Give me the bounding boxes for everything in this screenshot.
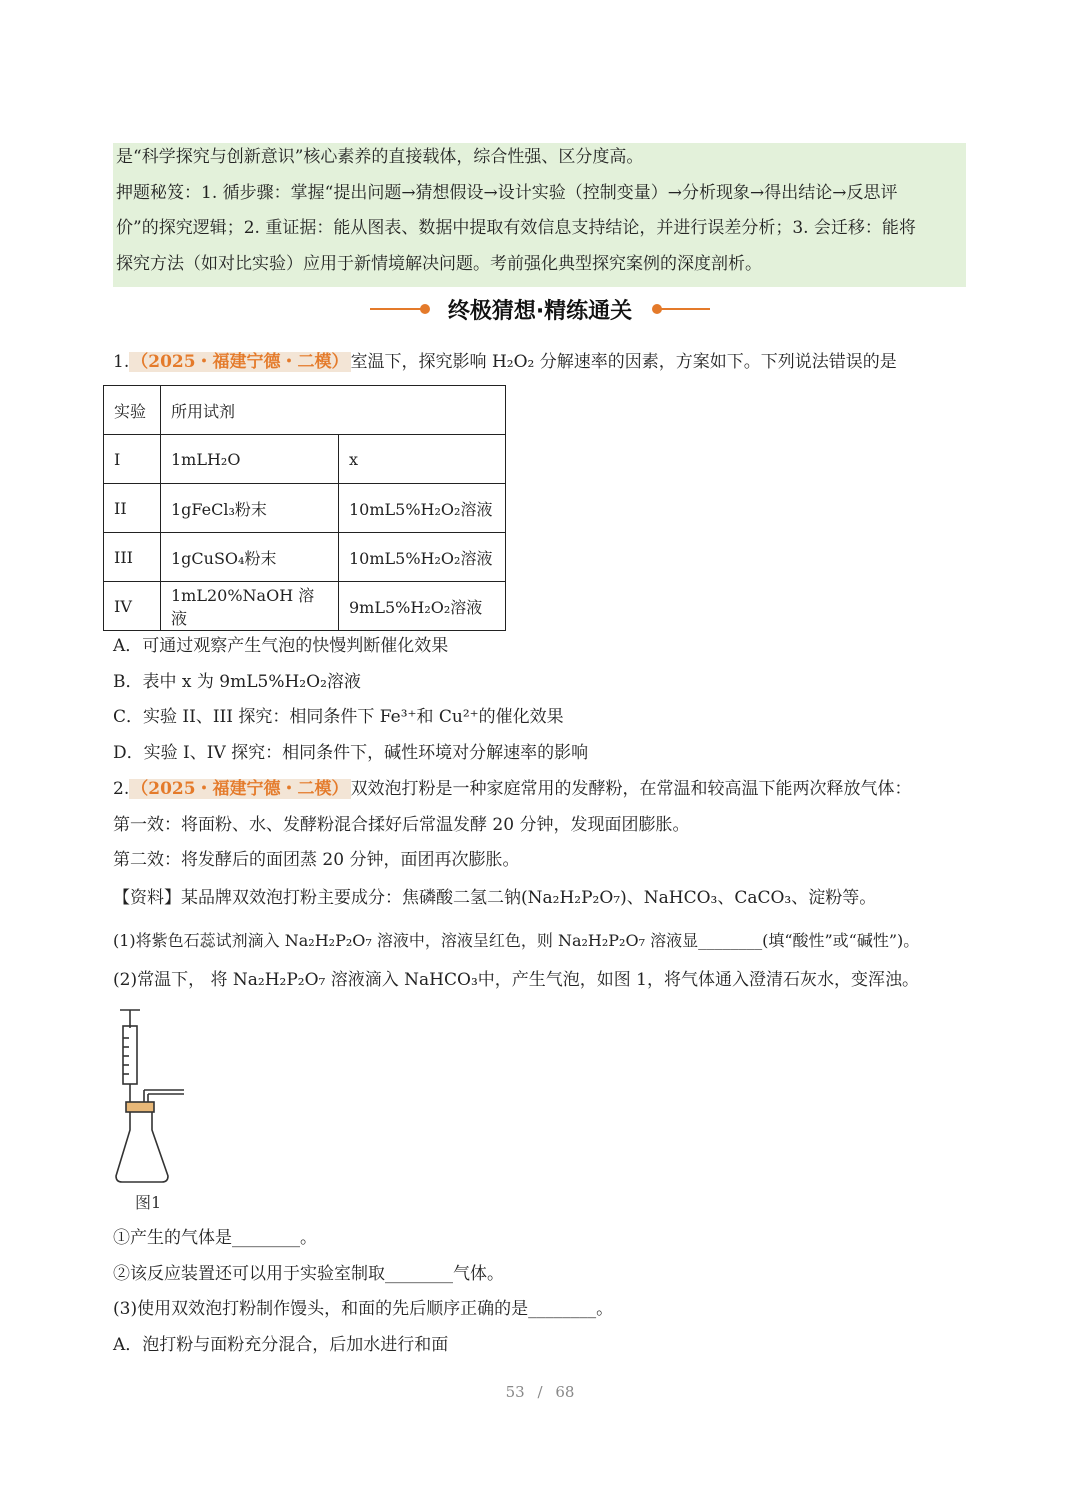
experiment-table xyxy=(103,385,506,631)
current-page: 53 xyxy=(505,1383,525,1401)
intro-line-4: 探究方法（如对比实验）应用于新情境解决问题。考前强化典型探究案例的深度剖析。 xyxy=(116,254,762,274)
q2-stem-line xyxy=(113,777,912,801)
table-cell: 10mL5%H₂O₂溶液 xyxy=(339,484,506,533)
table-cell: 10mL5%H₂O₂溶液 xyxy=(339,533,506,582)
table-row xyxy=(104,582,506,631)
table-cell: III xyxy=(104,533,161,582)
section-heading xyxy=(370,292,710,328)
q2-second-effect: 第二效：将发酵后的面团蒸 20 分钟，面团再次膨胀。 xyxy=(113,850,520,870)
total-pages: 68 xyxy=(555,1383,575,1401)
table-cell: II xyxy=(104,484,161,533)
table-cell: x xyxy=(339,435,506,484)
table-cell: IV xyxy=(104,582,161,631)
table-cell: I xyxy=(104,435,161,484)
page-separator: / xyxy=(537,1383,543,1401)
table-row xyxy=(104,484,506,533)
table-cell: 1mLH₂O xyxy=(161,435,339,484)
page-number-footer xyxy=(0,1383,1080,1401)
intro-line-1: 是“科学探究与创新意识”核心素养的直接载体，综合性强、区分度高。 xyxy=(116,147,644,167)
q1-option-b: B．表中 x 为 9mL5%H₂O₂溶液 xyxy=(113,672,361,692)
section-title: 终极猜想·精练通关 xyxy=(447,299,633,324)
q1-number: 1. xyxy=(113,352,130,372)
table-cell: 1gFeCl₃粉末 xyxy=(161,484,339,533)
q2-sub-1: ①产生的气体是________。 xyxy=(113,1228,317,1248)
table-header-cell: 实验 xyxy=(104,386,161,435)
table-row xyxy=(104,435,506,484)
table-cell: 1gCuSO₄粉末 xyxy=(161,533,339,582)
q1-option-c: C．实验 II、III 探究：相同条件下 Fe³⁺和 Cu²⁺的催化效果 xyxy=(113,707,564,727)
q2-part-3: (3)使用双效泡打粉制作馒头，和面的先后顺序正确的是________。 xyxy=(113,1299,614,1319)
q1-option-a: A．可通过观察产生气泡的快慢判断催化效果 xyxy=(113,636,449,656)
q2-part-1: (1)将紫色石蕊试剂滴入 Na₂H₂P₂O₇ 溶液中，溶液呈红色，则 Na₂H₂P₂O₇ 溶液显________(填“酸性”或“碱性”)。 xyxy=(113,931,920,950)
q1-stem: 室温下，探究影响 H₂O₂ 分解速率的因素，方案如下。下列说法错误的是 xyxy=(350,352,897,372)
table-header-cell: 所用试剂 xyxy=(161,386,506,435)
q1-stem-line xyxy=(113,350,897,374)
q2-option-a: A．泡打粉与面粉充分混合，后加水进行和面 xyxy=(113,1335,449,1355)
q2-material: 【资料】某品牌双效泡打粉主要成分：焦磷酸二氢二钠(Na₂H₂P₂O₇)、NaHCO₃、CaCO₃、淀粉等。 xyxy=(113,888,877,908)
table-cell: 1mL20%NaOH 溶液 xyxy=(161,582,339,631)
table-cell: 9mL5%H₂O₂溶液 xyxy=(339,582,506,631)
q2-first-effect: 第一效：将面粉、水、发酵粉混合揉好后常温发酵 20 分钟，发现面团膨胀。 xyxy=(113,815,690,835)
heading-right-line xyxy=(660,308,710,310)
q2-sub-2: ②该反应装置还可以用于实验室制取________气体。 xyxy=(113,1264,504,1284)
syringe-flask-apparatus-figure xyxy=(112,1000,192,1185)
q1-option-d: D．实验 I、IV 探究：相同条件下，碱性环境对分解速率的影响 xyxy=(113,743,589,763)
figure-1-label: 图1 xyxy=(135,1193,162,1212)
q2-source-tag: （2025・福建宁德・二模） xyxy=(131,779,349,799)
intro-line-3: 价”的探究逻辑；2. 重证据：能从图表、数据中提取有效信息支持结论，并进行误差分析；3. 会迁移：能将 xyxy=(116,218,916,238)
q2-part-2: (2)常温下， 将 Na₂H₂P₂O₇ 溶液滴入 NaHCO₃中，产生气泡，如图 1，将气体通入澄清石灰水，变浑浊。 xyxy=(113,970,919,990)
q2-number: 2. xyxy=(113,779,130,799)
q2-stem: 双效泡打粉是一种家庭常用的发酵粉，在常温和较高温下能两次释放气体： xyxy=(350,779,912,799)
table-header-row xyxy=(104,386,506,435)
intro-line-2: 押题秘笈：1. 循步骤：掌握“提出问题→猜想假设→设计实验（控制变量）→分析现象→得出结论→反思评 xyxy=(116,183,898,203)
table-row xyxy=(104,533,506,582)
heading-left-line xyxy=(370,308,422,310)
q1-source-tag: （2025・福建宁德・二模） xyxy=(131,352,349,372)
heading-left-dot xyxy=(420,304,430,314)
